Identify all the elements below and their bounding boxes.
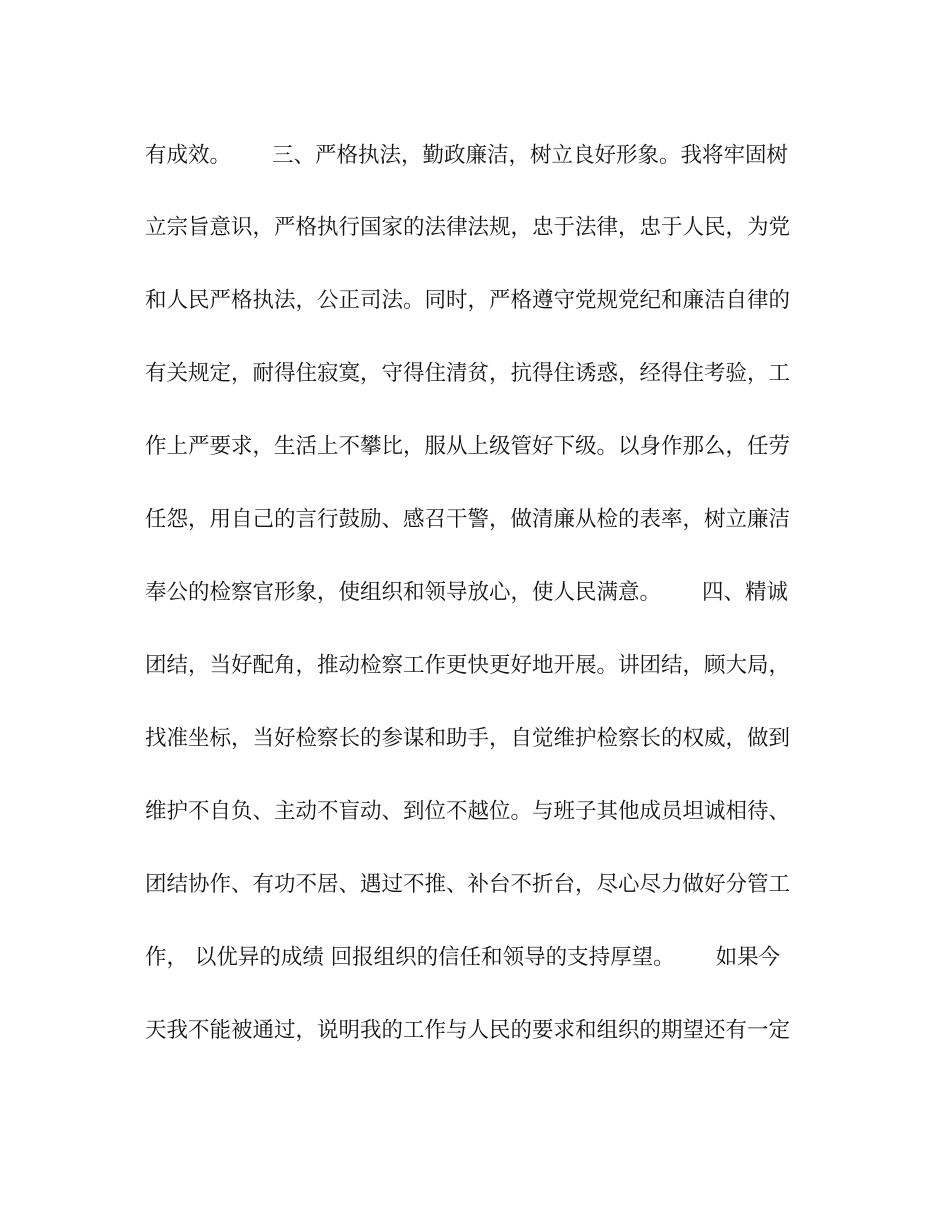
text-line: 团结协作、有功不居、遇过不推、补台不折台，尽心尽力做好分管工 xyxy=(145,872,791,897)
text-line: 奉公的检察官形象，使组织和领导放心，使人民满意。 四、精诚 xyxy=(145,580,789,605)
text-line: 有成效。 三、严格执法，勤政廉洁，树立良好形象。我将牢固树 xyxy=(145,143,789,168)
text-line: 有关规定，耐得住寂寞，守得住清贫，抗得住诱惑，经得住考验，工 xyxy=(145,361,791,386)
text-line: 和人民严格执法，公正司法。同时，严格遵守党规党纪和廉洁自律的 xyxy=(145,288,791,313)
text-line: 作上严要求，生活上不攀比，服从上级管好下级。以身作那么，任劳 xyxy=(145,434,791,459)
text-line: 作， 以优异的成绩 回报组织的信任和领导的支持厚望。 如果今 xyxy=(145,945,781,970)
text-line: 任怨，用自己的言行鼓励、感召干警，做清廉从检的表率，树立廉洁 xyxy=(145,507,791,532)
text-line: 天我不能被通过，说明我的工作与人民的要求和组织的期望还有一定 xyxy=(145,1018,791,1043)
text-line: 团结，当好配角，推动检察工作更快更好地开展。讲团结，顾大局， xyxy=(145,653,791,678)
text-line: 维护不自负、主动不盲动、到位不越位。与班子其他成员坦诚相待、 xyxy=(145,799,791,824)
text-line: 立宗旨意识，严格执行国家的法律法规，忠于法律，忠于人民，为党 xyxy=(145,215,791,240)
text-line: 找准坐标，当好检察长的参谋和助手，自觉维护检察长的权威，做到 xyxy=(145,726,791,751)
